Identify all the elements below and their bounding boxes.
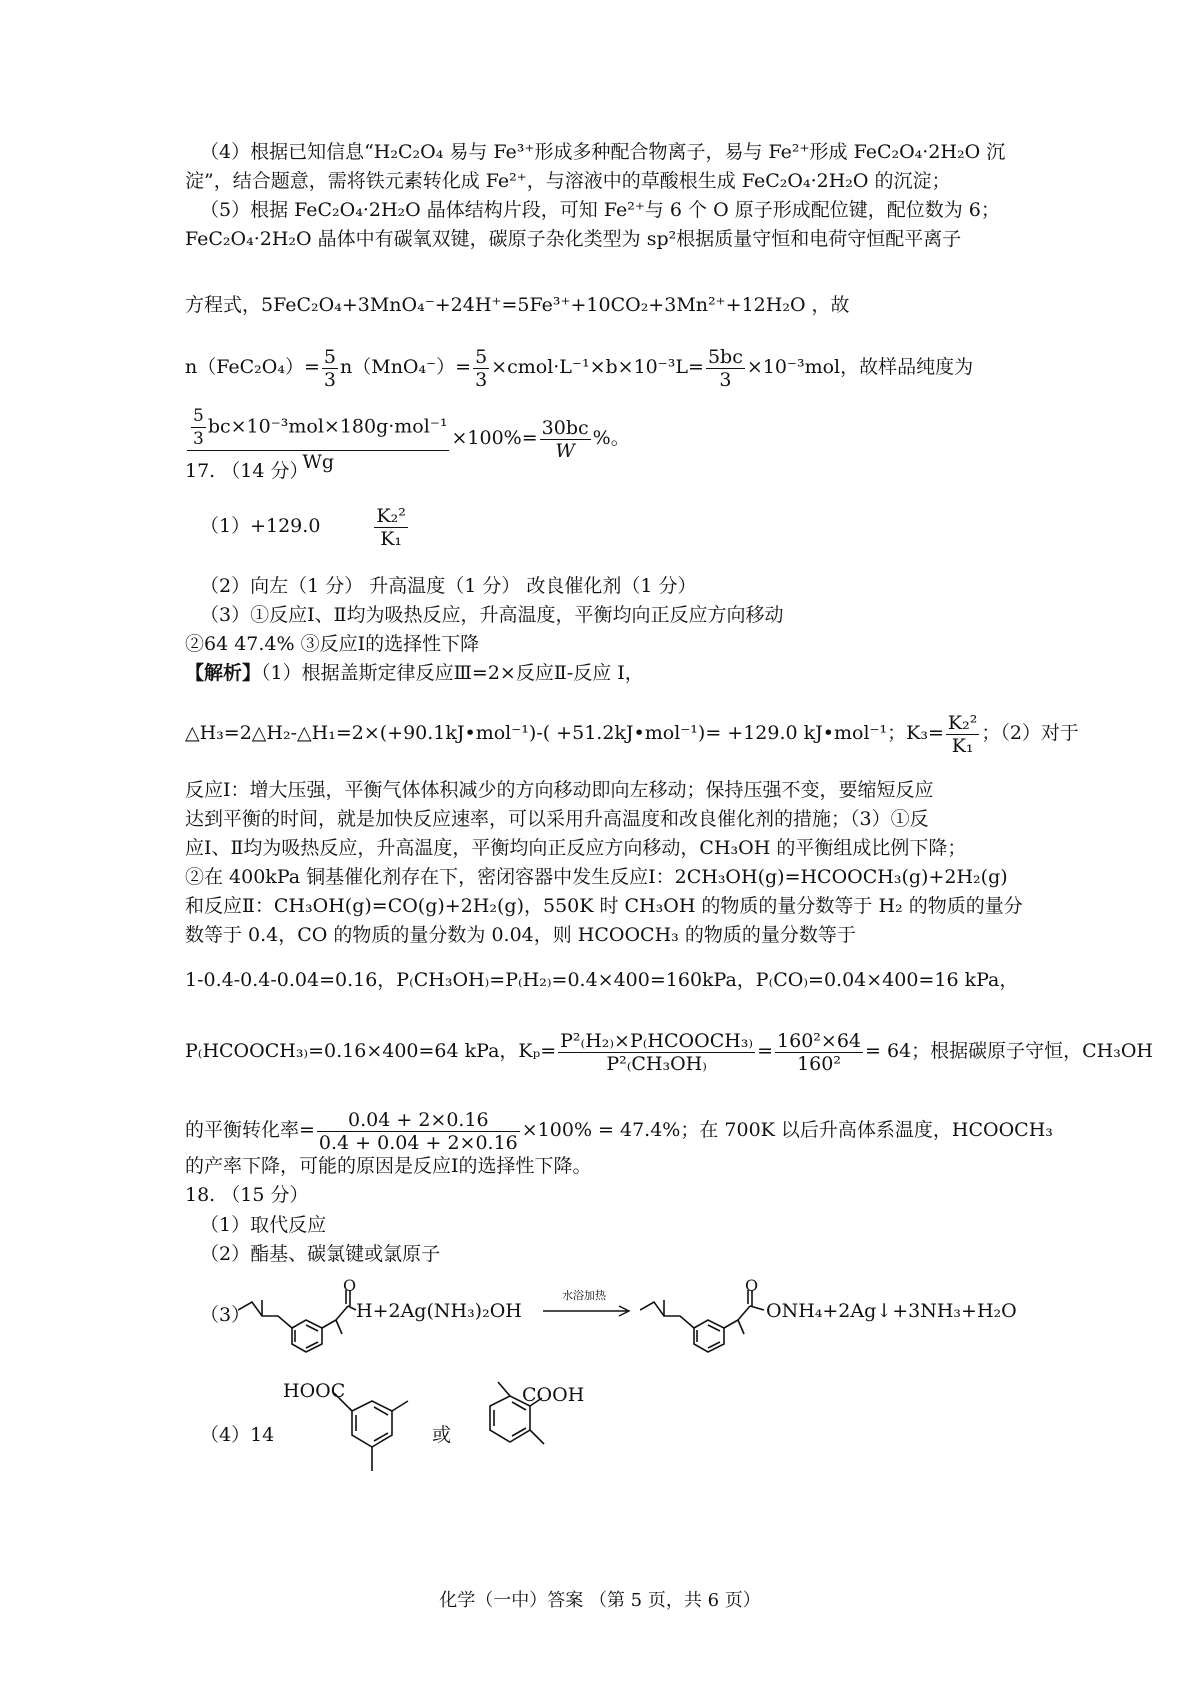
q17-analysis-7: 和反应Ⅱ：CH₃OH(g)=CO(g)+2H₂(g)，550K 时 CH₃OH 的物质的量分数等于 H₂ 的物质的量分 (185, 895, 1023, 917)
q16-p5-line3: 方程式，5FeC₂O₄+3MnO₄⁻+24H⁺=5Fe³⁺+10CO₂+3Mn²⁺+12H₂O ，故 (185, 294, 850, 316)
q17-answer-3b: ②64 47.4% ③反应Ⅰ的选择性下降 (185, 633, 480, 655)
q18-product-text: ONH₄+2Ag↓+3NH₃+H₂O (766, 1300, 1017, 1322)
q16-n-equation (185, 345, 973, 391)
q18-reactant-text: H+2Ag(NH₃)₂OH (356, 1300, 522, 1322)
q16-p5-line1: （5）根据 FeC₂O₄·2H₂O 晶体结构片段，可知 Fe²⁺与 6 个 O 原子形成配位键，配位数为 6； (200, 199, 1000, 221)
q16-p5-line2: FeC₂O₄·2H₂O 晶体中有碳氧双键，碳原子杂化类型为 sp²根据质量守恒和电荷守恒配平离子 (185, 228, 962, 250)
q17-answer-3: （3）①反应Ⅰ、Ⅱ均为吸热反应，升高温度，平衡均向正反应方向移动 (200, 604, 784, 626)
q17-analysis-9: 1-0.4-0.4-0.04=0.16，P₍CH₃OH₎=P₍H₂₎=0.4×400=160kPa，P₍CO₎=0.04×400=16 kPa， (185, 969, 1019, 991)
conversion-fraction: $\frac{0.04 + 2\times 0.16}{0.4 + 0.04 + 2\times 0.16}$ (318, 1108, 518, 1154)
n-mno4: n（MnO₄⁻）= (340, 356, 472, 378)
q18-answer-4-label: （4）14 (200, 1424, 275, 1446)
analysis-tag: 【解析】 (185, 662, 262, 684)
q17-kp-equation: P₍HCOOCH₃₎=0.16×400=64 kPa，Kₚ= $\frac{\text{P²₍H₂₎×P₍HCOOCH₃₎}}{\text{P²₍CH₃OH₎}}$ = $\frac{\text{160²×64}}{\text{160²}}$ = 64；根据碳原子守恒，CH₃OH (185, 1029, 1154, 1075)
q17-analysis-6: ②在 400kPa 铜基催化剂存在下，密闭容器中发生反应Ⅰ：2CH₃OH(g)=HCOOCH₃(g)+2H₂(g) (185, 866, 1008, 888)
q17-analysis-2: △H₃=2△H₂-△H₁=2×(+90.1kJ•mol⁻¹)-( +51.2kJ•mol⁻¹)= +129.0 kJ•mol⁻¹；K₃= $\frac{\text{K₂²}}{\text{K₁}}$ ；（2）对于 (185, 711, 1079, 757)
purity-fraction: $\frac{5}{3}$ bc×10⁻³mol×180g·mol⁻¹ Wg (187, 405, 449, 473)
or-text: 或 (432, 1424, 452, 1446)
q18-heading: 18. （15 分） (185, 1184, 309, 1206)
reaction-condition: 水浴加热 (562, 1289, 606, 1302)
page-footer: 化学（一中）答案 （第 5 页，共 6 页） (439, 1590, 761, 1611)
q17-conversion: 的平衡转化率= $\frac{0.04 + 2\times 0.16}{0.4 + 0.04 + 2\times 0.16}$ ×100% = 47.4%；在 700K 以后升高体系温度，HCOOCH₃ (185, 1108, 1053, 1154)
frac-k2-k1: $\frac{\text{K₂²}}{\text{K₁}}$ (376, 504, 406, 550)
cooh-label: COOH (522, 1384, 585, 1406)
aldehyde-structure-svg (238, 1270, 358, 1360)
q18-answer-1: （1）取代反应 (200, 1214, 327, 1236)
q17-analysis-4: 达到平衡的时间，就是加快反应速率，可以采用升高温度和改良催化剂的措施；（3）①反 (185, 808, 929, 830)
salt-oxygen-label: O (745, 1276, 759, 1295)
hooc-label: HOOC (283, 1380, 346, 1402)
frac-5-3: $\frac{5}{3}$ (323, 345, 336, 391)
q17-answer-1: （1）+129.0 $\frac{\text{K₂²}}{\text{K₁}}$ (200, 504, 406, 550)
frac-5bc-3: $\frac{5bc}{3}$ (707, 345, 743, 391)
q16-p4-line2: 淀”，结合题意，需将铁元素转化成 Fe²⁺，与溶液中的草酸根生成 FeC₂O₄·2H₂O 的沉淀； (185, 170, 951, 192)
frac-5-3-b: $\frac{5}{3}$ (475, 345, 488, 391)
n-fec2o4: n（FeC₂O₄）= (185, 356, 320, 378)
q18-answer-3-label: （3） (200, 1304, 251, 1326)
q17-analysis-3: 反应Ⅰ：增大压强，平衡气体体积减少的方向移动即向左移动；保持压强不变，要缩短反应 (185, 779, 934, 801)
n-result: ×10⁻³mol，故样品纯度为 (746, 356, 974, 378)
q16-purity-equation: $\frac{5}{3}$ bc×10⁻³mol×180g·mol⁻¹ Wg ×100%= $\frac{30bc}{W}$ %。 (185, 405, 630, 473)
kp-value-fraction: $\frac{\text{160²×64}}{\text{160²}}$ (777, 1029, 861, 1075)
aldehyde-oxygen-label: O (343, 1276, 357, 1295)
q17-heading: 17. （14 分） (185, 460, 309, 482)
n-conc: ×cmol·L⁻¹×b×10⁻³L= (491, 356, 704, 378)
q17-analysis-1: 【解析】（1）根据盖斯定律反应Ⅲ=2×反应Ⅱ-反应 I， (185, 662, 644, 684)
reaction-arrow-icon (543, 1304, 633, 1318)
q17-answer-2: （2）向左（1 分） 升高温度（1 分） 改良催化剂（1 分） (200, 575, 697, 597)
frac-30bc-w: $\frac{30bc}{W}$ (541, 416, 589, 462)
q17-analysis-8: 数等于 0.4，CO 的物质的量分数为 0.04，则 HCOOCH₃ 的物质的量分数等于 (185, 924, 856, 946)
q17-analysis-5: 应Ⅰ、Ⅱ均为吸热反应，升高温度，平衡均向正反应方向移动，CH₃OH 的平衡组成比例下降； (185, 837, 967, 859)
q16-p4-line1: （4）根据已知信息“H₂C₂O₄ 易与 Fe³⁺形成多种配合物离子，易与 Fe²⁺形成 FeC₂O₄·2H₂O 沉 (200, 141, 1006, 163)
kp-fraction: $\frac{\text{P²₍H₂₎×P₍HCOOCH₃₎}}{\text{P²₍CH₃OH₎}}$ (560, 1029, 754, 1075)
q17-analysis-12: 的产率下降，可能的原因是反应Ⅰ的选择性下降。 (185, 1155, 592, 1177)
isomer-1-structure-svg (330, 1385, 420, 1485)
q18-answer-2: （2）酯基、碳氯键或氯原子 (200, 1243, 441, 1265)
